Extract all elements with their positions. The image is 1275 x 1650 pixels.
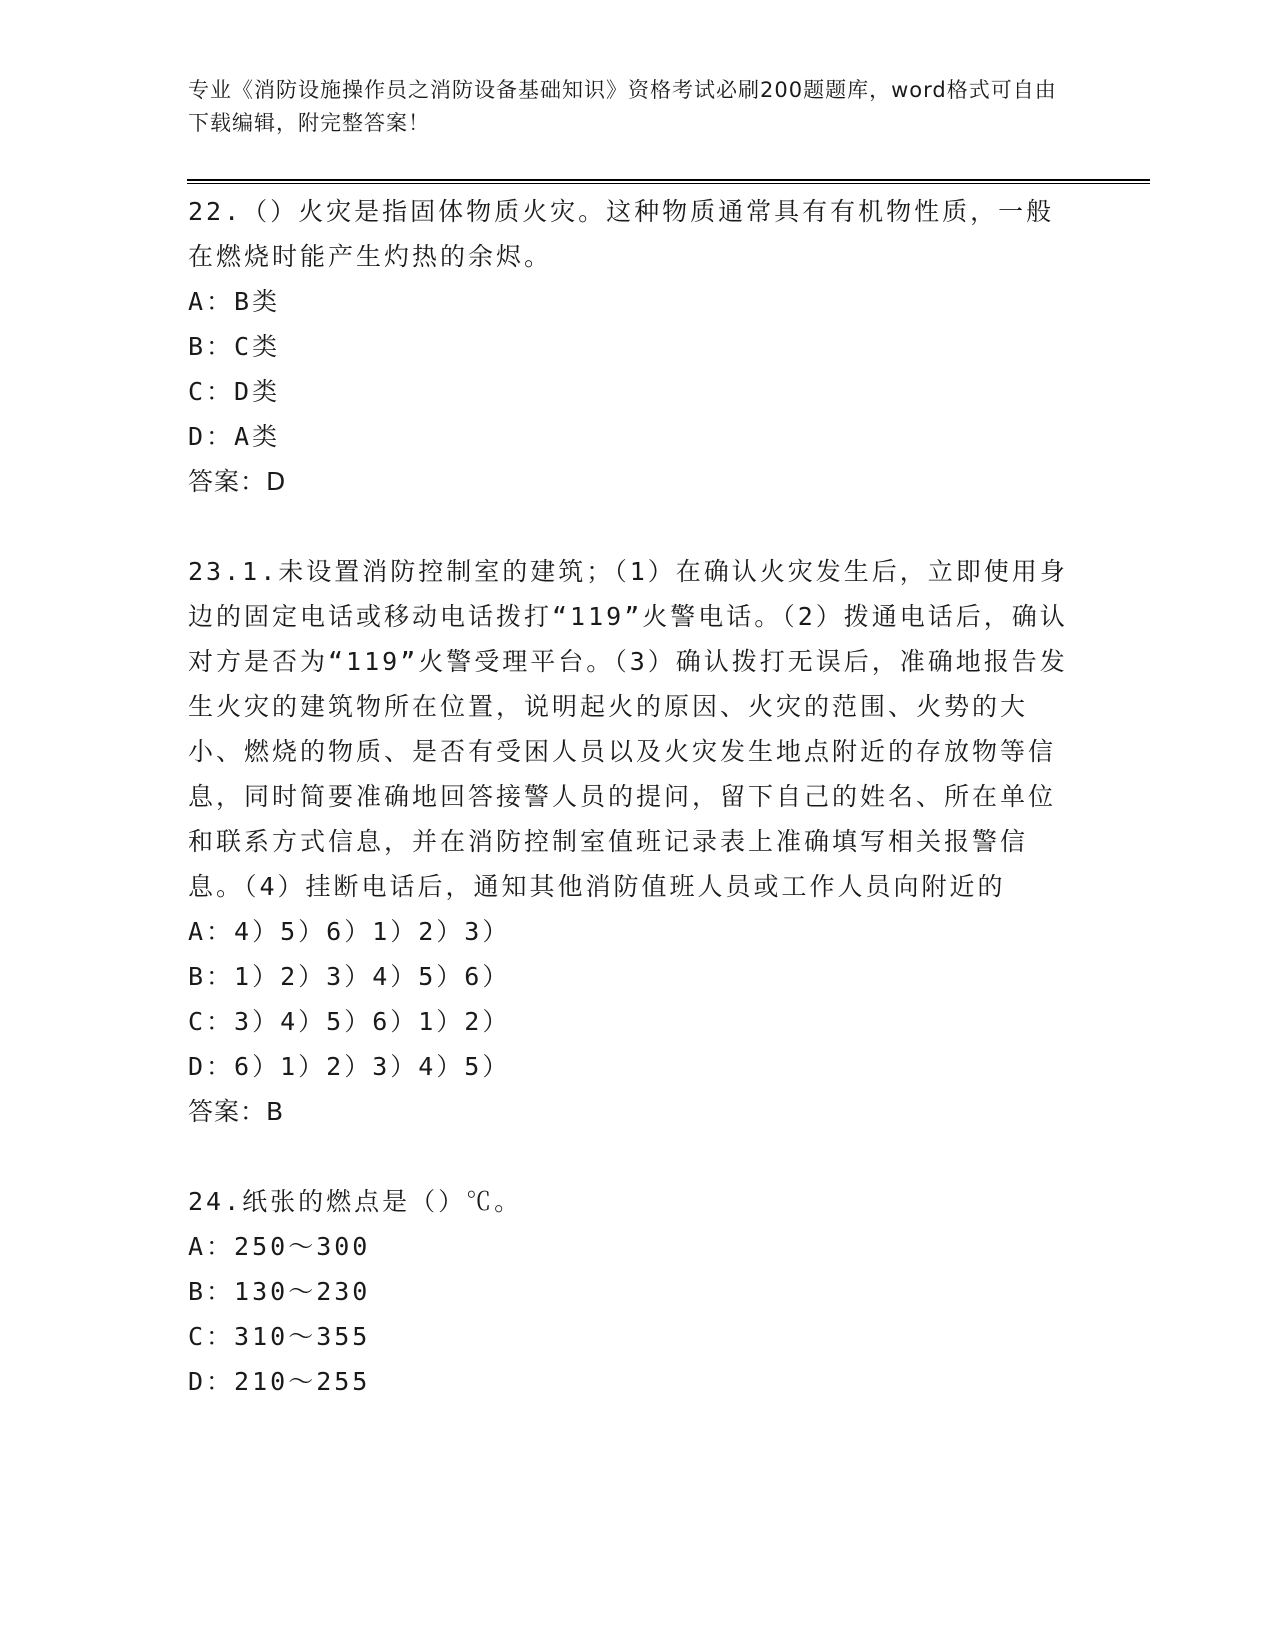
option-d: D：6）1）2）3）4）5） — [188, 1052, 511, 1081]
option-d: D：A类 — [188, 422, 281, 451]
question-22 — [188, 189, 1088, 504]
option-c: C：310～355 — [188, 1322, 371, 1351]
option-a: A：250～300 — [188, 1232, 371, 1261]
option-d: D：210～255 — [188, 1367, 371, 1396]
question-stem: 22.（）火灾是指固体物质火灾。这种物质通常具有有机物性质，一般在燃烧时能产生灼热的余烬。 — [188, 197, 1055, 271]
option-c: C：3）4）5）6）1）2） — [188, 1007, 511, 1036]
document-header: 专业《消防设施操作员之消防设备基础知识》资格考试必刷200题题库，word格式可自由下载编辑，附完整答案！ — [188, 78, 1057, 135]
answer: 答案：B — [188, 1097, 285, 1126]
question-spacer — [188, 1134, 1088, 1179]
option-a: A：4）5）6）1）2）3） — [188, 917, 511, 946]
option-b: B：130～230 — [188, 1277, 371, 1306]
question-stem: 23.1.未设置消防控制室的建筑；（1）在确认火灾发生后，立即使用身边的固定电话或移动电话拨打“119”火警电话。（2）拨通电话后，确认对方是否为“119”火警受理平台。（3）确认拨打无误后，准确地报告发生火灾的建筑物所在位置，说明起火的原因、火灾的范围、火势的大小、燃烧的物质、是否有受困人员以及火灾发生地点附近的存放物等信息，同时简要准确地回答接警人员的提问，留下自己的姓名、所在单位和联系方式信息，并在消防控制室值班记录表上准确填写相关报警信息。（4）挂断电话后，通知其他消防值班人员或工作人员向附近的 — [188, 557, 1068, 901]
question-stem: 24.纸张的燃点是（）℃。 — [188, 1187, 523, 1216]
header-divider-thick — [187, 179, 1150, 181]
question-spacer — [188, 504, 1088, 549]
question-23 — [188, 549, 1088, 1134]
header-divider-thin — [187, 183, 1150, 184]
answer: 答案：D — [188, 467, 287, 496]
option-b: B：1）2）3）4）5）6） — [188, 962, 511, 991]
question-24 — [188, 1179, 1088, 1404]
option-c: C：D类 — [188, 377, 281, 406]
option-a: A：B类 — [188, 287, 281, 316]
option-b: B：C类 — [188, 332, 281, 361]
question-list — [188, 189, 1088, 1404]
